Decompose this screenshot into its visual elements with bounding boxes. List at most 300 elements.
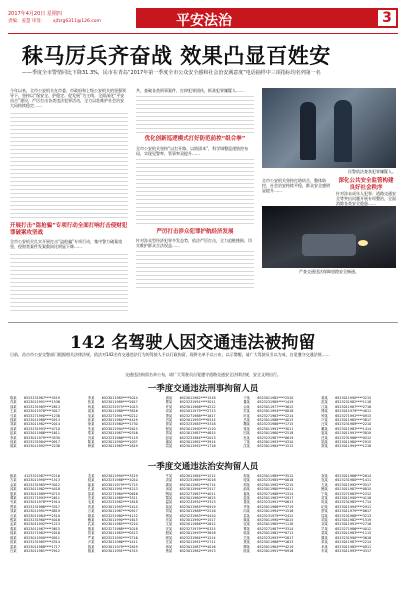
id-number: 6523011987****4615 [179,431,216,436]
article-column-3 [262,88,396,318]
person-name: 屈某 [321,513,328,518]
list2-columns [10,474,396,553]
id-number: 6523011982****1519 [335,518,372,523]
masthead-rule [8,33,398,34]
person-name: 毕某 [321,526,328,531]
list-item [166,549,241,553]
person-name: 孙某 [87,418,95,423]
id-number: 6523011985****3617 [335,418,372,423]
date-line: 2017年4月20日 星期四 [8,11,62,17]
page-number-box [376,8,398,28]
person-name: 郑某 [87,431,95,436]
person-name: 单某 [321,540,328,545]
criminal-detention-list [10,382,396,449]
person-name: 许某 [165,404,173,409]
id-number: 6523011991****0916 [257,548,294,553]
id-number: 6523231988****3213 [335,513,372,518]
person-name: 傅某 [321,409,328,414]
person-name: 易某 [165,509,173,514]
person-name: 颜某 [165,535,173,540]
id-number: 6523231991****3011 [179,400,216,405]
list-column [243,396,318,449]
person-name: 曾某 [165,422,173,427]
person-name: 伍某 [243,522,250,527]
photo-1 [262,88,396,168]
id-number: 6523011994****2911 [335,504,372,509]
id-number: 6523231980****1411 [335,478,372,483]
editor-label: 责编：姜慧 审签： [8,19,46,24]
id-number: 6523011993****4317 [335,548,372,553]
person-name: 陶某 [165,491,173,496]
person-name: 关某 [243,535,250,540]
id-number: 6523231989****1419 [257,400,294,405]
id-number: 6523011990****3215 [335,396,372,400]
id-number: 6523011991****4315 [101,548,138,553]
section-title: 平安法治 [176,13,232,29]
person-name: 于某 [243,396,250,400]
main-headline: 秣马厉兵齐奋战 效果凸显百姓安 [22,43,331,68]
id-number: 6523011987****2716 [335,404,372,409]
id-number: 6523011979****3530 [24,435,60,440]
email-address: xjfzrg6311@126.com [52,19,101,24]
id-number: 6523011988****1717 [24,544,60,549]
editor-line [8,18,101,24]
id-number: 6523011979****2819 [101,544,138,549]
id-number: 6523011984****1512 [257,444,294,449]
id-number: 6523011986****1411 [101,540,138,545]
id-number: 6523231984****2013 [179,435,216,440]
id-number: 6523011985****0919 [179,504,216,509]
list1-title: 一季度交通违法刑事拘留人员 [147,384,259,394]
id-number: 6523011978****1914 [24,500,60,505]
col1-filler [10,110,128,220]
person-name: 贾某 [10,504,17,509]
id-number: 6523011982****1913 [179,548,216,553]
id-number: 6523231985****1714 [335,500,372,505]
id-number: 6523011990****1513 [24,478,60,483]
person-name: 骆某 [243,531,250,536]
photo-1-figure-right [334,100,352,162]
id-number: 6523231993****2817 [257,535,294,540]
id-number: 6523011980****2518 [257,431,294,436]
list-item [321,549,396,553]
person-name: 俞某 [243,487,250,492]
id-number: 6523011991****2716 [335,522,372,527]
person-name: 顾某 [87,513,95,518]
second-intro: 日前，昌吉市公安交警部门根据相关法律法规，依法对142名有交通违法行为的驾驶人予以行政拘留，现将名单予以公布，以示警醒，请广大驾驶员引以为戒，自觉遵守交通法规…… [10,352,330,357]
person-name: 孟某 [10,522,17,527]
id-number: 6523271990****1238 [24,413,60,418]
id-number: 6523271991****0212 [101,413,138,418]
person-name: 冉某 [321,500,328,505]
id-number: 6523231979****2412 [257,513,294,518]
id-number: 6523011982****0714 [179,482,216,487]
section-banner [136,8,376,28]
person-name: 邢某 [243,482,250,487]
photo-2-vehicle [302,234,356,256]
id-number: 6523011993****3618 [179,531,216,536]
col3-paragraph-2: 针对涉未成年人犯罪、道路交通安全等突出问题开展专项整治，全面消除各类安全隐患…… [336,191,396,206]
person-name: 樊某 [165,513,173,518]
person-name: 彭某 [165,435,173,440]
person-name: 莫某 [165,504,173,509]
person-name: 庄某 [165,540,173,545]
person-name: 庞某 [243,478,250,483]
id-number: 6523011990****1210 [179,426,216,431]
id-number: 6523231980****4016 [24,518,60,523]
id-number: 6523011988****4013 [257,418,294,423]
person-name: 王某 [10,409,17,414]
person-name: 姚某 [10,474,17,478]
id-number: 6523011979****2715 [101,482,138,487]
person-name: 方某 [10,478,17,483]
id-number: 6523231984****1214 [179,535,216,540]
person-name: 赵某 [10,431,17,436]
id-number: 6523011987****0316 [101,431,138,436]
id-number: 6523011988****3816 [101,409,138,414]
id-number: 6523011990****1615 [101,518,138,523]
person-name: 舒某 [321,509,328,514]
person-name: 阎某 [10,531,17,536]
person-name: 陆某 [321,440,328,445]
list-item [243,444,318,448]
id-number: 6523011990****4015 [257,518,294,523]
id-number: 6523011982****0711 [257,531,294,536]
person-name: 宁某 [321,491,328,496]
col3-subheading-1: 深化公共安全监管构建良好社会秩序 [338,178,394,191]
id-number: 6523011991****3819 [335,431,372,436]
id-number: 6523011988****1613 [257,540,294,545]
article-column-1 [10,88,128,318]
person-name: 石某 [10,513,17,518]
person-name: 邹某 [10,509,17,514]
list2-title: 一季度交通违法治安拘留人员 [147,462,259,472]
person-name: 项某 [321,518,328,523]
id-number: 6523231985****2813 [24,404,60,409]
person-name: 倪某 [243,474,250,478]
person-name: 吕某 [243,418,250,423]
id-number: 6523231985****0818 [257,478,294,483]
id-number: 6523011994****3519 [101,474,138,478]
person-name: 安某 [165,526,173,531]
person-name: 向某 [243,509,250,514]
person-name: 袁某 [165,444,173,449]
id-number: 6523011983****1115 [335,531,372,536]
col2-filler-3 [136,248,254,288]
id-number: 6523011989****2617 [101,400,138,405]
person-name: 聂某 [243,500,250,505]
id-number: 6523011980****4411 [257,487,294,492]
list-column [243,474,318,553]
photo-1-figure-left [300,102,316,160]
id-number: 6523271983****2312 [335,491,372,496]
col1-paragraph-1: 今年以来，全市公安机关在市委、市政府和上级公安机关的坚强领导下，坚持以“保安全、护稳定、促发展”为主线，全面深化“平安昌吉”建设，严厉打击各类违法犯罪活动，全力以赴维护社会治安大局持续稳定…… [10,88,126,108]
person-name: 温某 [165,500,173,505]
list-item [88,444,163,448]
person-name: 朱某 [87,426,95,431]
person-name: 牛某 [165,474,173,478]
id-number: 6523011979****4011 [335,409,372,414]
person-name: 孔某 [87,487,95,492]
person-name: 殷某 [165,531,173,536]
person-name: 周某 [87,409,95,414]
person-name: 高某 [10,426,17,431]
list-item [10,444,85,448]
id-number: 6523231987****0619 [257,435,294,440]
person-name: 范某 [321,400,328,405]
person-name: 翟某 [243,491,250,496]
id-number: 6523271987****3314 [257,526,294,531]
person-name: 苏某 [243,409,250,414]
id-number: 6523011981****3914 [179,440,216,445]
person-name: 姜某 [321,396,328,400]
id-number: 6523011980****2915 [335,440,372,445]
id-number: 6523011984****2510 [24,513,60,518]
person-name: 邵某 [10,404,17,409]
id-number: 6523231975****1013 [101,404,138,409]
person-name: 杜某 [243,435,250,440]
id-number: 6523231985****4314 [24,540,60,545]
person-name: 余某 [243,404,250,409]
id-number: 6523011977****3612 [257,404,294,409]
person-name: 洪某 [165,478,173,483]
list-item [166,444,241,448]
id-number: 6523231993****4710 [24,426,60,431]
notice-line: 交通违法拘留名单公布，请广大驾驶员自觉遵守道路交通安全法律法规，安全文明出行。 [125,372,281,377]
person-name: 廖某 [321,444,328,449]
id-number: 6523011994****1218 [335,444,372,449]
id-number: 6523011990****1517 [179,518,216,523]
person-name: 章某 [165,544,173,549]
id-number: 6523271986****4012 [335,526,372,531]
person-name: 冯某 [87,435,95,440]
person-name: 毛某 [87,500,95,505]
person-name: 夏某 [10,491,17,496]
person-name: 潘某 [165,440,173,445]
person-name: 赖某 [87,518,95,523]
id-number: 6523271987****4011 [179,491,216,496]
id-number: 6523011991****2711 [179,540,216,545]
id-number: 6523011987****2214 [335,540,372,545]
person-name: 崔某 [321,431,328,436]
person-name: 覃某 [243,526,250,531]
id-number: 6523011982****4418 [24,487,60,492]
id-number: 6523011993****2414 [101,504,138,509]
id-number: 6523011979****0617 [335,509,372,514]
person-name: 徐某 [87,422,95,427]
person-name: 欧某 [243,548,250,553]
id-number: 6523231980****1730 [101,422,138,427]
person-name: 龚某 [165,482,173,487]
person-name: 魏某 [243,422,250,427]
section-divider [8,322,398,323]
id-number: 6523011985****3210 [101,522,138,527]
id-number: 6523271988****1314 [257,491,294,496]
person-name: 张某 [87,400,95,405]
id-number: 6523011985****0911 [335,544,372,549]
id-number: 6523011985****1118 [257,522,294,527]
id-number: 6523011989****3311 [101,496,138,501]
id-number: 6523231983****4410 [179,513,216,518]
person-name: 胡某 [10,444,17,449]
id-number: 6523231990****3618 [335,535,372,540]
person-name: 秦某 [10,526,17,531]
person-name: 史某 [87,496,95,501]
list-item [88,549,163,553]
person-name: 沈某 [243,444,250,449]
person-name: 谭某 [10,496,17,501]
person-name: 熊某 [10,518,17,523]
person-name: 杨某 [87,404,95,409]
person-name: 武某 [87,522,95,527]
id-number: 6523271983****2214 [257,413,294,418]
list-column [10,396,85,449]
id-number: 6523011987****0815 [335,487,372,492]
col2-subheading-1: 优化创新巡逻模式打好防范前控“组合拳” [144,136,246,142]
person-name: 邱某 [10,487,17,492]
id-number: 6523011991****3011 [257,426,294,431]
list-column [166,474,241,553]
person-name: 蒋某 [243,426,250,431]
person-name: 董某 [243,400,250,405]
id-number: 6523231985****3012 [24,482,60,487]
person-name: 祝某 [321,474,328,478]
person-name: 江某 [321,404,328,409]
person-name: 李某 [87,396,95,400]
id-number: 6523011993****0514 [179,418,216,423]
id-number: 6523011988****0513 [24,418,60,423]
person-name: 葛某 [243,513,250,518]
col2-filler-1 [136,93,254,133]
person-name: 施某 [87,548,95,553]
id-number: 6523011983****0513 [101,531,138,536]
second-headline: 142 名驾驶人因交通违法被拘留 [70,333,316,353]
person-name: 曹某 [165,400,173,405]
col3-right-block [336,178,396,206]
person-name: 唐某 [165,396,173,400]
id-number: 6523011994****2517 [179,487,216,492]
list-item [243,549,318,553]
person-name: 左某 [321,482,328,487]
person-name: 严某 [87,535,95,540]
id-number: 6523011983****2917 [257,496,294,501]
person-name: 钱某 [10,418,17,423]
subheadline: ——季度全市警情同比下降31.3%，民市在青岛“2017年第一季度全市公众安全感和社会治安满意度”电话抽样中三项指标均名列第一名 [22,70,321,76]
id-number: 6523011986****1611 [24,431,60,436]
id-number: 6523231987****4519 [24,396,60,400]
person-name: 任某 [321,435,328,440]
photo-2 [262,206,396,268]
person-name: 薛某 [10,535,17,540]
person-name: 萧某 [165,413,173,418]
person-name: 滕某 [321,535,328,540]
col2-paragraph-2: 全市公安机关坚持“以打开路、以防固本”，科学调整巡逻防控布局，实现见警率、管事率双提升…… [136,145,249,156]
person-name: 裴某 [321,531,328,536]
person-name: 何某 [10,440,17,445]
id-number: 6523011980****1615 [179,496,216,501]
id-number: 6523011990****0911 [24,535,60,540]
person-name: 冯某 [165,418,173,423]
id-number: 6523271988****2018 [101,526,138,531]
id-number: 6523231985****3318 [179,422,216,427]
list-column [166,396,241,449]
id-number: 6523011992****2215 [257,482,294,487]
person-name: 文某 [165,522,173,527]
id-number: 6523011994****2615 [101,426,138,431]
person-name: 常某 [87,504,95,509]
person-name: 康某 [87,526,95,531]
person-name: 贺某 [87,531,95,536]
list1-columns [10,396,396,449]
person-name: 鲍某 [321,487,328,492]
person-name: 雷某 [10,544,17,549]
col1-subheading-1: 开展打击“盗抢骗”专项行动全面打响打击侵财犯罪破案攻坚战 [10,223,128,236]
id-number: 6523011994****0818 [257,409,294,414]
person-name: 苗某 [321,496,328,501]
list-column [88,396,163,449]
id-number: 6523011993****4310 [257,440,294,445]
person-name: 焦某 [243,540,250,545]
person-name: 李某 [10,435,17,440]
person-name: 尹某 [87,540,95,545]
id-number: 6523011989****0715 [24,491,60,496]
photo-2-caption: 严查交通违法保障道路安全畅通。 [299,269,359,274]
id-number: 6523011991****0819 [24,509,60,514]
id-number: 6523231986****5119 [101,435,138,440]
person-name: 邵某 [87,491,95,496]
person-name: 白某 [10,548,17,553]
person-name: 陈某 [87,440,95,445]
photo-2-headlight [358,240,368,246]
id-number: 6523011984****1212 [179,474,216,478]
col2-paragraph-3: 针对涉众型经济犯罪多发态势，依法严厉打击，全力追赃挽损，切实维护群众合法权益…… [136,238,252,248]
list-column [10,474,85,553]
id-number: 6523011983****2819 [101,444,138,449]
id-number: 6523231986****3317 [24,504,60,509]
person-name: 邓某 [165,409,173,414]
id-number: 6523271992****0913 [335,413,372,418]
list-column [88,474,163,553]
id-number: 6523231984****0917 [24,440,60,445]
person-name: 郝某 [87,482,95,487]
person-name: 钟某 [321,413,328,418]
id-number: 6523011992****2238 [24,444,60,449]
id-number: 6523011992****3517 [335,482,372,487]
id-number: 6523011986****4212 [179,404,216,409]
id-number: 6523011984****4419 [101,418,138,423]
id-number: 4123321987****2216 [24,474,60,478]
person-name: 苏某 [10,400,17,405]
person-name: 侯某 [10,540,17,545]
person-name: 鲁某 [165,548,173,553]
administrative-detention-list [10,460,396,553]
person-name: 卢某 [321,418,328,423]
id-number: 6523011994****1516 [257,509,294,514]
list-item [321,444,396,448]
id-number: 6523011983****1414 [335,426,372,431]
person-name: 刘某 [10,422,17,427]
id-number: 6523011991****4213 [101,487,138,492]
id-number: 6523271993****2611 [24,496,60,501]
col2-paragraph-1: 共，查破各类刑事案件，打掉犯罪团伙，抓获犯罪嫌疑人…… [136,88,244,93]
person-name: 吴某 [87,413,95,418]
id-number: 6523231992****3313 [179,500,216,505]
person-name: 金某 [10,482,17,487]
person-name: 田某 [243,431,250,436]
person-name: 龙某 [87,474,95,478]
col1-paragraph-2: 全市公安机关扎实开展打击“盗抢骗”专项行动，集中警力破案攻坚，侵财类案件发案数同比明显下降…… [10,239,123,249]
id-number: 6523231989****3018 [179,478,216,483]
